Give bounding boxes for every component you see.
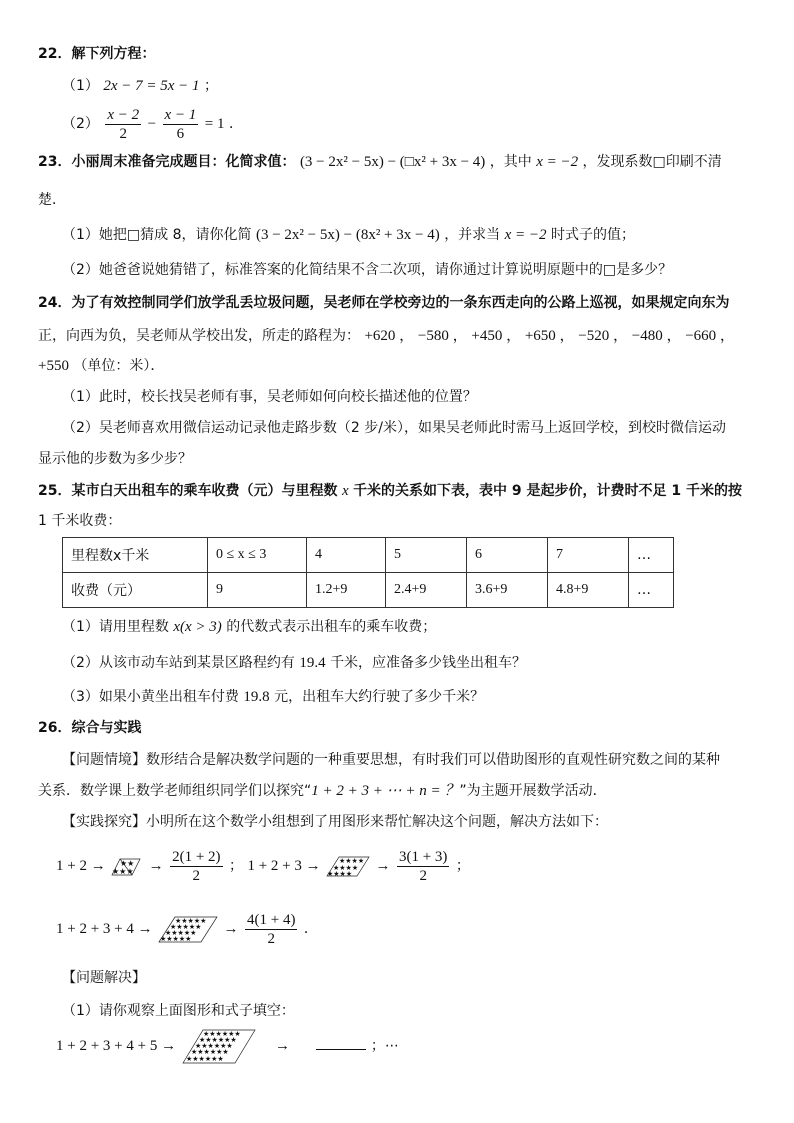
q25-p3-text-2: 元，出租车大约行驶了多少千米？	[274, 689, 485, 705]
star-figure-4-icon	[181, 1027, 257, 1065]
table-cell: 1.2+9	[307, 573, 386, 608]
q25-stem-2: 千米的关系如下表，表中 9 是起步价，计费时不足 1 千米的按	[353, 483, 743, 499]
svg-text:★★★★★: ★★★★★	[175, 917, 207, 925]
table-row	[63, 573, 674, 608]
frac-numerator: 3(1 + 3)	[398, 848, 448, 865]
q22-fraction-1	[105, 106, 141, 143]
q26-situation-text-3: ”为主题开展数学活动．	[459, 783, 607, 799]
q22-p1-equation: 2x − 7 = 5x − 1	[103, 78, 200, 94]
q24-distances: +620 ， −580 ， +450 ， +650 ， −520 ， −480 ， −660 ，	[364, 328, 735, 344]
q23-p1-expression: (3 − 2x² − 5x) − (8x² + 3x − 4)	[255, 227, 440, 243]
fare-table	[62, 537, 674, 608]
q22-p1-end: ；	[204, 78, 219, 94]
frac-denominator: 2	[267, 930, 275, 947]
star-figure-3-icon	[157, 914, 219, 944]
arrow: →	[223, 921, 239, 937]
q23-p1-condition: x = −2	[504, 227, 547, 243]
arrow: →	[375, 858, 391, 874]
table-cell: …	[629, 573, 674, 608]
frac-numerator: x − 1	[164, 106, 197, 123]
svg-text:★★★★★: ★★★★★	[170, 923, 202, 931]
q26-ex3-lhs: 1 + 2 + 3 + 4 →	[56, 921, 153, 937]
q25-p2-text: （2）从该市动车站到某景区路程约有	[62, 655, 295, 671]
table-cell: 4	[307, 538, 386, 573]
q24-line1: 24．为了有效控制同学们放学乱丢垃圾问题，吴老师在学校旁边的一条东西走向的公路上巡视，如果规定向东为	[38, 295, 730, 311]
table-cell: 2.4+9	[386, 573, 467, 608]
q26-explore-line	[62, 812, 608, 832]
svg-text:★★★★★★: ★★★★★★	[198, 1036, 237, 1044]
q22-fraction-2	[163, 106, 199, 143]
svg-text:★★★: ★★★	[112, 867, 134, 876]
q23-part1	[62, 225, 635, 245]
separator: ；	[455, 858, 470, 874]
q25-p1-text: （1）请用里程数	[62, 619, 169, 635]
svg-text:★★★★: ★★★★	[333, 864, 359, 872]
q25-part1	[62, 617, 436, 637]
svg-text:★★★★★★: ★★★★★★	[202, 1030, 241, 1038]
q25-p3-value: 19.8	[243, 689, 270, 705]
separator: ；	[228, 858, 243, 874]
q26-sum-expression: 1 + 2 + 3 + ⋯ + n = ？	[311, 783, 460, 799]
frac-denominator: 2	[419, 867, 427, 884]
q26-explore-text: 小明所在这个数学小组想到了用图形来帮忙解决这个问题，解决方法如下：	[146, 814, 608, 830]
q25-p3-text: （3）如果小黄坐出租车付费	[62, 689, 239, 705]
q26-situation-line1	[62, 750, 720, 770]
q23-condition: x = −2	[536, 154, 579, 170]
q26-situation-line2	[38, 781, 607, 801]
q26-tag-explore: 【实践探究】	[62, 814, 146, 830]
q26-situation-text-2: 关系．数学课上数学老师组织同学们以探究“	[38, 783, 312, 799]
q23-expression: (3 − 2x² − 5x) − (□x² + 3x − 4)	[299, 154, 486, 170]
q24-unit: （单位：米）．	[73, 358, 165, 374]
frac-denominator: 2	[119, 125, 128, 142]
q26-ex1-lhs: 1 + 2 →	[56, 858, 106, 874]
q23-p1-text: （1）她把□猜成 8，请你化简	[62, 227, 252, 243]
q25-p2-text-2: 千米，应准备多少钱坐出租车？	[330, 655, 527, 671]
q26-solve-part1: （1）请你观察上面图形和式子填空：	[62, 1003, 295, 1019]
q26-ex2-lhs: 1 + 2 + 3 →	[247, 858, 321, 874]
q23-text: ，其中	[489, 154, 532, 170]
frac-numerator: 2(1 + 2)	[172, 848, 221, 865]
q25-stem: 25．某市白天出租车的乘车收费（元）与里程数	[38, 483, 338, 499]
table-row	[63, 538, 674, 573]
svg-text:★★★★★★: ★★★★★★	[194, 1042, 233, 1050]
end-mark: ．	[303, 921, 318, 937]
q24-line3	[38, 356, 164, 376]
svg-text:★★★★★★: ★★★★★★	[190, 1048, 229, 1056]
q25-part3	[62, 687, 484, 707]
q22-p2-end: ．	[228, 116, 243, 132]
q22-p2-label: （2）	[62, 116, 99, 132]
q24-part2-line2: 显示他的步数为多少步？	[38, 451, 192, 467]
q26-tag-situation: 【问题情境】	[62, 752, 146, 768]
table-cell: 3.6+9	[467, 573, 548, 608]
svg-text:★★★★★: ★★★★★	[165, 929, 197, 937]
svg-text:★★★★★★: ★★★★★★	[185, 1055, 224, 1063]
q26-ex4-tail: ；⋯	[370, 1038, 399, 1054]
q25-p1-var: x(x > 3)	[173, 619, 222, 635]
q24-part1: （1）此时，校长找吴老师有事，吴老师如何向校长描述他的位置？	[62, 389, 477, 405]
q22-part2	[62, 104, 243, 144]
q23-line1	[38, 152, 722, 172]
table-cell: 5	[386, 538, 467, 573]
table-cell: 7	[548, 538, 629, 573]
q25-part2	[62, 653, 526, 673]
q25-line1	[38, 481, 742, 501]
q22-part1	[62, 76, 218, 96]
table-cell: 0 ≤ x ≤ 3	[208, 538, 307, 573]
q26-ex1-fraction	[170, 848, 222, 885]
table-cell: 里程数x千米	[63, 538, 208, 573]
q26-ex3-fraction	[245, 911, 297, 948]
svg-text:★★★★: ★★★★	[327, 870, 353, 878]
table-cell: 4.8+9	[548, 573, 629, 608]
table-cell: 收费（元）	[63, 573, 208, 608]
q25-variable: x	[341, 483, 349, 499]
q23-text-2: ，发现系数□印刷不清	[582, 154, 722, 170]
q26-ex4-lhs: 1 + 2 + 3 + 4 + 5 →	[56, 1038, 177, 1054]
frac-denominator: 2	[192, 867, 201, 884]
q26-example-row-2	[56, 908, 318, 950]
q23-p1-text-3: 时式子的值；	[551, 227, 635, 243]
answer-blank[interactable]	[316, 1035, 366, 1050]
q26-ex2-fraction	[397, 848, 449, 885]
svg-text:★★★★★: ★★★★★	[160, 935, 192, 943]
table-cell: …	[629, 538, 674, 573]
q26-situation-text: 数形结合是解决数学问题的一种重要思想，有时我们可以借助图形的直观性研究数之间的某种	[146, 752, 720, 768]
q24-last-distance: +550	[38, 358, 69, 374]
q25-p1-text-2: 的代数式表示出租车的乘车收费；	[226, 619, 437, 635]
q22-rhs: = 1	[204, 116, 225, 132]
q26-title: 26．综合与实践	[38, 720, 142, 736]
q22-title: 22．解下列方程：	[38, 46, 156, 62]
frac-numerator: 4(1 + 4)	[247, 911, 296, 928]
q23-p1-text-2: ，并求当	[444, 227, 501, 243]
q24-text: 正，向西为负，吴老师从学校出发，所走的路程为：	[38, 328, 360, 344]
table-cell: 9	[208, 573, 307, 608]
frac-numerator: x − 2	[107, 106, 140, 123]
q22-p1-label: （1）	[62, 78, 99, 94]
q23-stem: 23．小丽周末准备完成题目：化简求值：	[38, 154, 296, 170]
q23-part2: （2）她爸爸说她猜错了，标准答案的化简结果不含二次项，请你通过计算说明原题中的□是多少？	[62, 262, 673, 278]
q22-minus: −	[147, 116, 157, 132]
q26-example-row-4	[56, 1025, 399, 1067]
q24-part2-line1: （2）吴老师喜欢用微信运动记录他走路步数（2 步/米），如果吴老师此时需马上返回学校，到校时微信运动	[62, 420, 726, 436]
q26-solve-tag: 【问题解决】	[62, 970, 146, 986]
q26-example-row-1	[56, 845, 470, 887]
star-figure-2-icon	[325, 854, 371, 878]
q25-p2-value: 19.4	[299, 655, 326, 671]
table-cell: 6	[467, 538, 548, 573]
svg-text:★★★★: ★★★★	[339, 857, 365, 865]
q23-line2: 楚．	[38, 192, 66, 208]
q25-line2: 1 千米收费：	[38, 513, 122, 529]
frac-denominator: 6	[176, 125, 185, 142]
svg-text:★★: ★★	[120, 859, 135, 868]
arrow: →	[148, 858, 164, 874]
star-figure-1-icon	[110, 855, 144, 877]
q24-line2	[38, 326, 735, 346]
arrow: →	[275, 1038, 290, 1054]
